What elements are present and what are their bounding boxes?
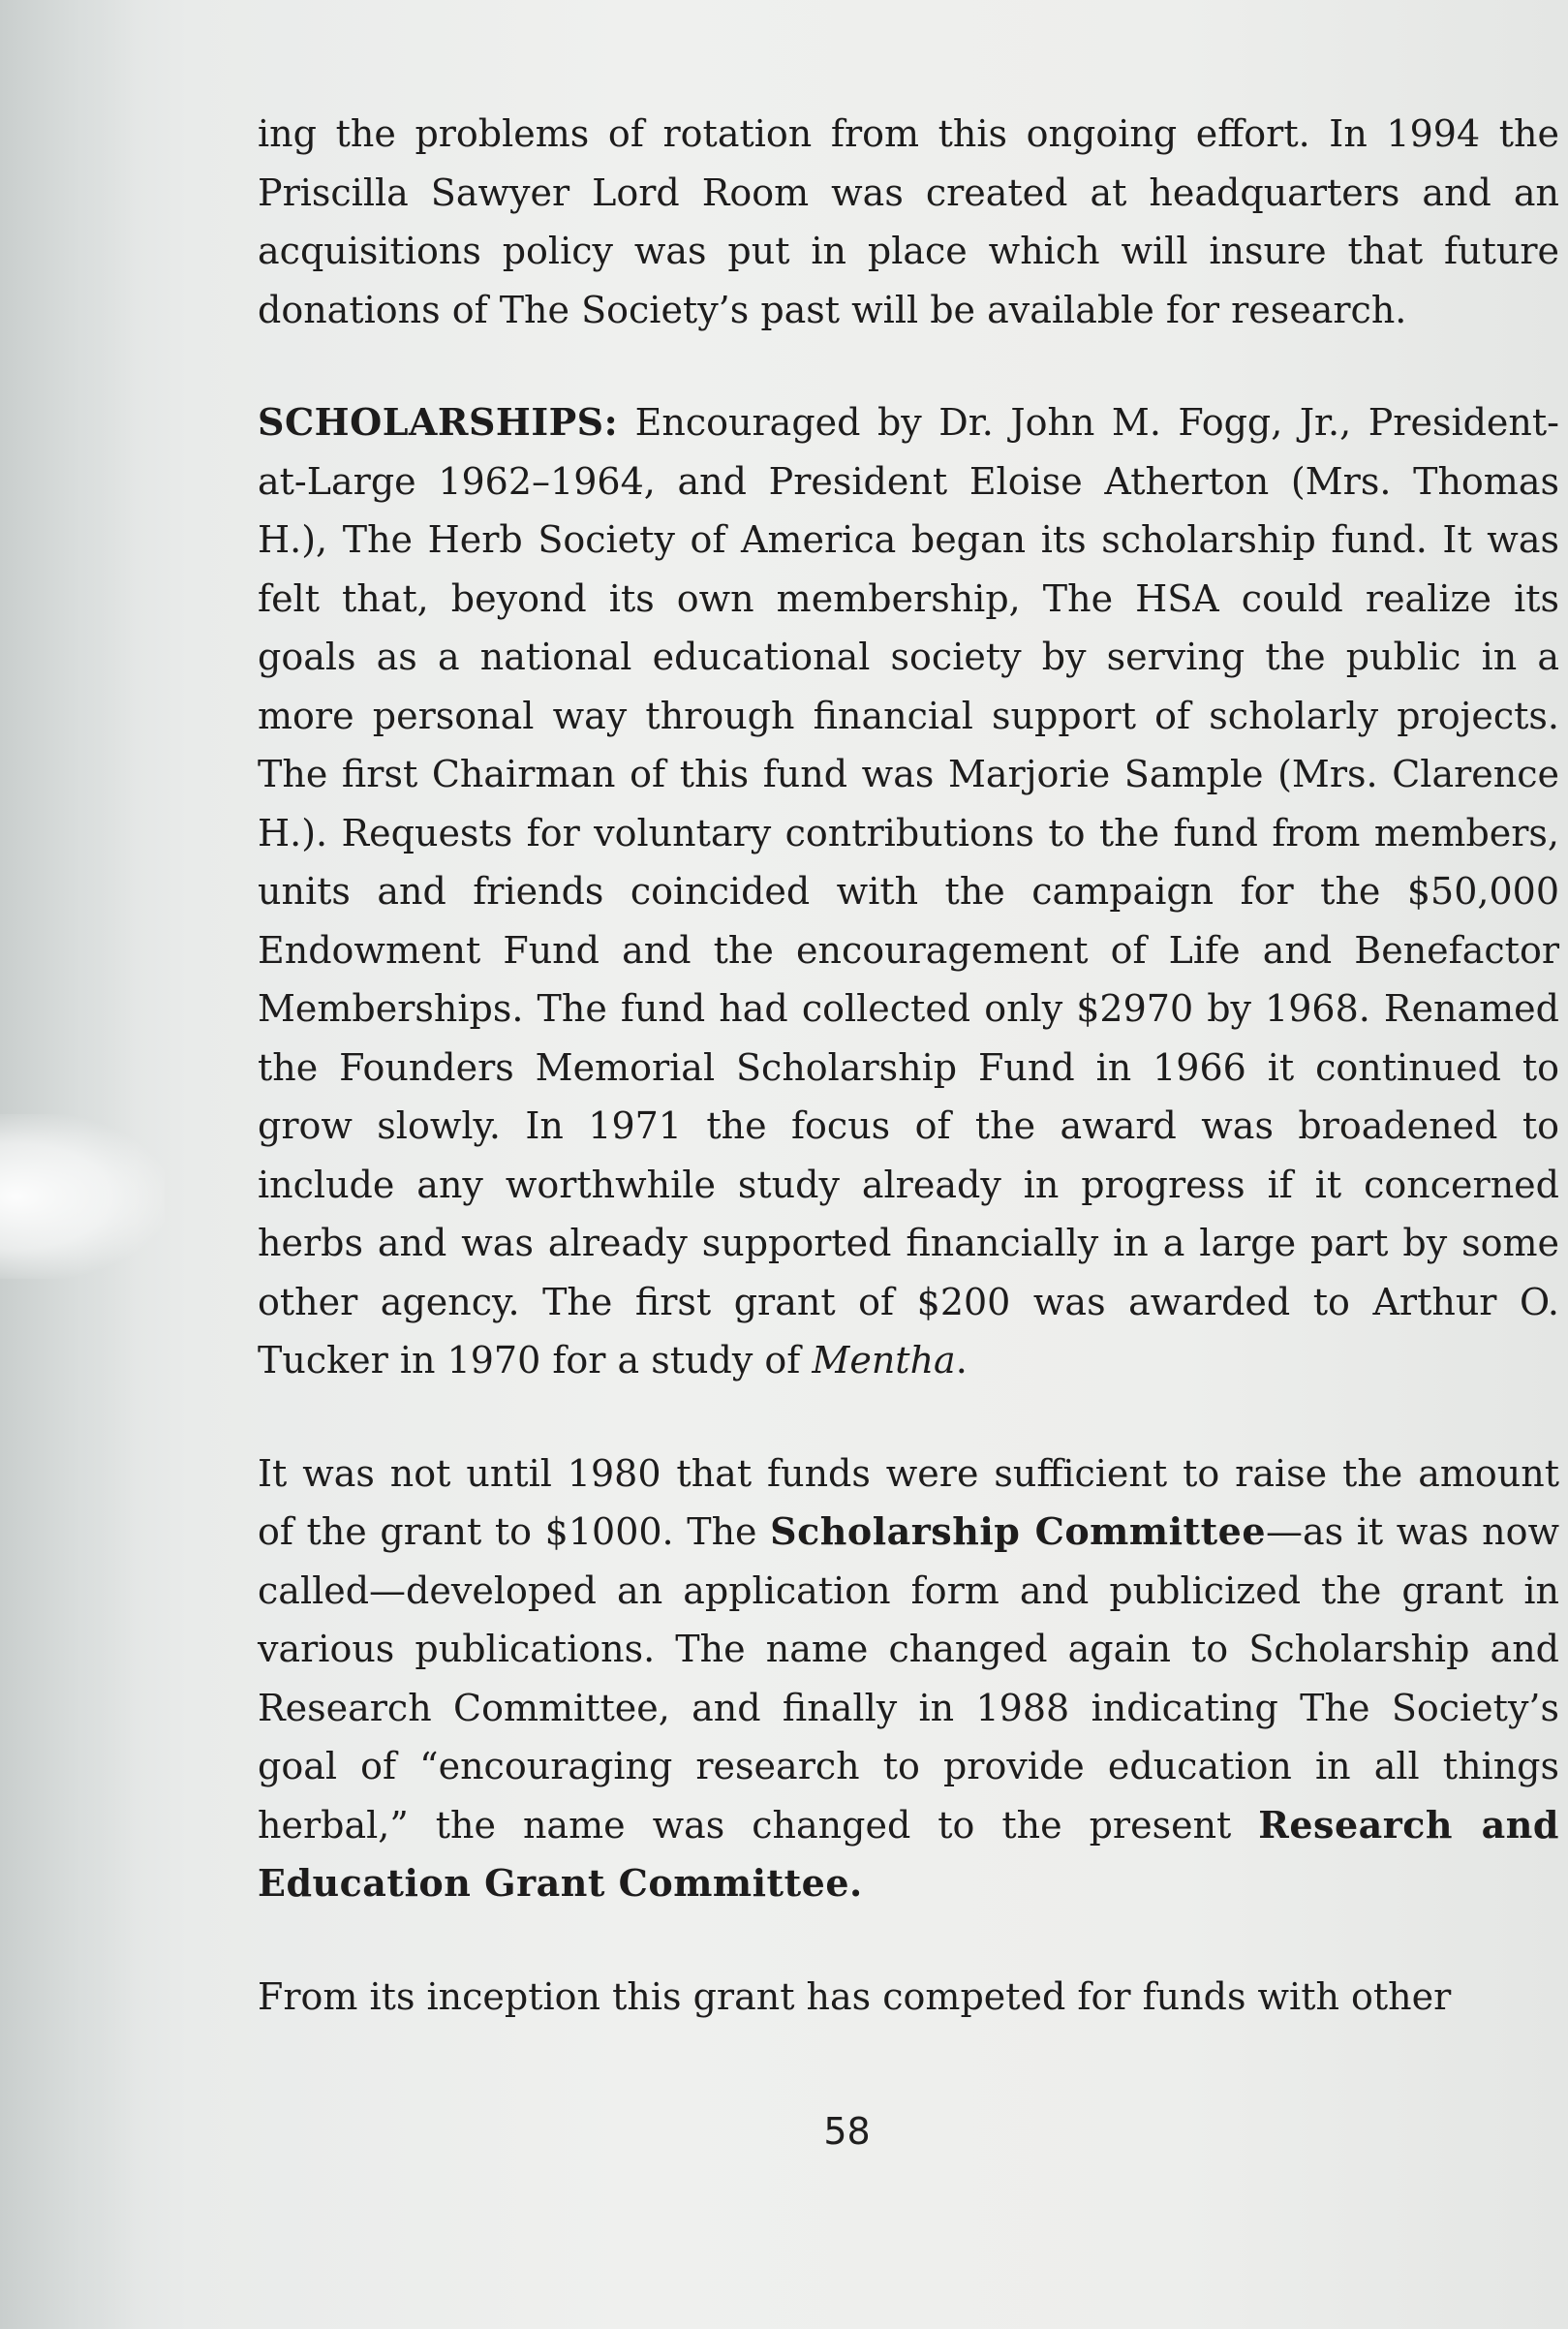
italic-term: Mentha xyxy=(812,1339,956,1382)
section-heading: SCHOLARSHIPS: xyxy=(258,400,619,444)
paragraph-text: From its inception this grant has competed for funds with other xyxy=(258,1974,1452,2018)
thumb-highlight xyxy=(0,1114,165,1279)
paragraph-text: ing the problems of rotation from this ongoing effort. In 1994 the Priscilla Sawyer Lord Room was created at headquarters and an acquisitions policy was put in place which will insure that future donations of The Society’s past will be available for research. xyxy=(258,112,1559,331)
page-number: 58 xyxy=(823,2110,871,2153)
committee-name-current-bold: Research and Education Grant Committee. xyxy=(258,1802,1559,1905)
paragraph-grant-1980 xyxy=(258,1444,1559,1913)
paragraph-text-middle: —as it was now called—developed an application form and publicized the grant in various publications. The name changed again to Scholarship and Research Committee, and finally in 1988 indicating The Society’s goal of “encouraging research to provide education in all things herbal,” the name was changed to the present xyxy=(258,1510,1559,1847)
paragraph-text-end: . xyxy=(955,1339,968,1382)
paragraph-rotation xyxy=(258,105,1559,339)
committee-name-bold: Scholarship Committee xyxy=(770,1509,1266,1553)
paragraph-scholarships xyxy=(258,393,1559,1390)
paragraph-text: It was not until 1980 that funds were sufficient to raise the amount of the grant to $1000. The xyxy=(258,1451,1559,1553)
paragraph-text: Encouraged by Dr. John M. Fogg, Jr., President-at-Large 1962–1964, and President Eloise Atherton (Mrs. Thomas H.), The Herb Society of America began its scholarship fund. It was felt that, beyond its own membership, The HSA could realize its goals as a national educational society by serving the public in a more personal way through financial support of scholarly projects. The first Chairman of this fund was Marjorie Sample (Mrs. Clarence H.). Requests for voluntary contributions to the fund from members, units and friends coincided with the campaign for the $50,000 Endowment Fund and the encouragement of Life and Benefactor Memberships. The fund had collected only $2970 by 1968. Renamed the Founders Memorial Scholarship Fund in 1966 it continued to grow slowly. In 1971 the focus of the award was broadened to include any worthwhile study already in progress if it concerned herbs and was already supported financially in a large part by some other agency. The first grant of $200 was awarded to Arthur O. Tucker in 1970 for a study of xyxy=(258,401,1559,1382)
body-text xyxy=(258,105,1559,2080)
paragraph-inception xyxy=(258,1968,1559,2027)
